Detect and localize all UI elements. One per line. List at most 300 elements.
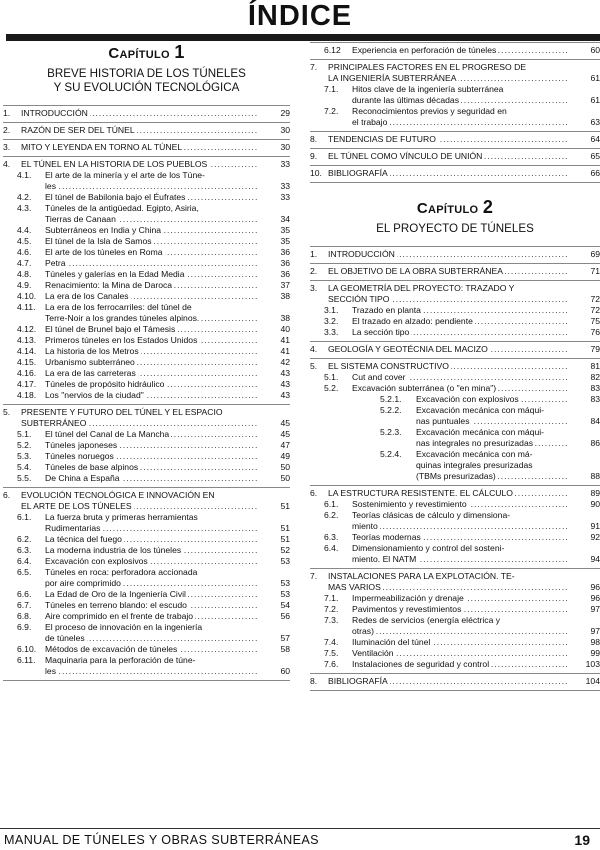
toc-entry: [3, 390, 290, 401]
toc-entry-title: De China a España .....: [45, 473, 258, 484]
toc-entry-number: 5.2.2.: [380, 405, 402, 415]
toc-entry-number: 7.: [310, 62, 318, 72]
toc-entry: [310, 460, 600, 471]
toc-entry-title: PRESENTE Y FUTURO DEL TÚNEL Y EL ESPACIO: [21, 407, 223, 417]
toc-entry-number: 5.2.4.: [380, 449, 402, 459]
toc-entry-title: EL ARTE DE LOS TÚNELES .....: [21, 501, 258, 512]
toc-entry-page: 61: [590, 73, 600, 83]
toc-entry-title: Túneles de la antigüedad. Egipto, Asiria,: [45, 203, 199, 213]
toc-entry-title: Redes de servicios (energía eléctrica y: [352, 615, 501, 625]
chapter-1-title: [3, 42, 290, 63]
toc-entry-title: les .....: [45, 666, 258, 677]
toc-entry: [310, 266, 600, 277]
book-title: MANUAL DE TÚNELES Y OBRAS SUBTERRÁNEAS: [4, 833, 319, 847]
toc-entry-title: EL OBJETIVO DE LA OBRA SUBTERRÁNEA .....: [328, 266, 568, 277]
toc-entry-page: 69: [590, 249, 600, 259]
toc-entry-title: EL TÚNEL COMO VÍNCULO DE UNIÓN .....: [328, 151, 568, 162]
toc-entry-number: 3.: [3, 142, 11, 152]
toc-entry-page: 33: [280, 181, 290, 191]
toc-entry-page: 71: [590, 266, 600, 276]
toc-entry-number: 4.12.: [17, 324, 37, 334]
toc-entry-number: 8.: [310, 676, 318, 686]
toc-section: [3, 123, 290, 140]
toc-entry: [310, 151, 600, 162]
toc-entry: [310, 604, 600, 615]
toc-entry-number: 5.4.: [17, 462, 32, 472]
toc-section: [3, 105, 290, 123]
toc-entry-number: 10.: [310, 168, 322, 178]
toc-entry-page: 76: [590, 327, 600, 337]
toc-entry-number: 1.: [3, 108, 11, 118]
toc-entry-page: 41: [280, 335, 290, 345]
toc-entry: [310, 168, 600, 179]
toc-entry: [3, 462, 290, 473]
toc-entry-title: La técnica del fuego .....: [45, 534, 258, 545]
toc-entry: [3, 655, 290, 666]
toc-entry-page: 91: [590, 521, 600, 531]
toc-entry: [3, 346, 290, 357]
toc-entry-title: Túneles noruegos .....: [45, 451, 258, 462]
toc-entry-page: 35: [280, 225, 290, 235]
toc-entry-title: MITO Y LEYENDA EN TORNO AL TÚNEL .....: [21, 142, 258, 153]
toc-entry: [310, 532, 600, 543]
toc-entry-title: El proceso de innovación en la ingeniería: [45, 622, 203, 632]
toc-entry-number: 7.6.: [324, 659, 339, 669]
toc-entry-number: 7.: [310, 571, 318, 581]
toc-section: [310, 486, 600, 569]
toc-entry-number: 3.3.: [324, 327, 339, 337]
toc-entry: [3, 407, 290, 418]
toc-entry: [310, 488, 600, 499]
toc-entry: [310, 593, 600, 604]
toc-entry-page: 66: [590, 168, 600, 178]
toc-entry: [3, 644, 290, 655]
toc-entry-title: Excavación mecánica con máqui-: [416, 427, 545, 437]
toc-entry-title: EVOLUCIÓN TECNOLÓGICA E INNOVACIÓN EN: [21, 490, 215, 500]
toc-entry-page: 56: [280, 611, 290, 621]
toc-entry-title: Instalaciones de seguridad y control .....: [352, 659, 568, 670]
toc-entry-page: 49: [280, 451, 290, 461]
toc-entry-number: 4.16.: [17, 368, 37, 378]
toc-entry-page: 45: [280, 429, 290, 439]
toc-entry-title: Iluminación del túnel .....: [352, 637, 568, 648]
page-title: ÍNDICE: [247, 0, 353, 32]
toc-entry: [310, 416, 600, 427]
toc-entry: [3, 368, 290, 379]
toc-entry-title: Pavimentos y revestimientos .....: [352, 604, 568, 615]
chapter-label: Capítulo: [108, 45, 170, 62]
toc-entry: [310, 294, 600, 305]
toc-entry-title: EL TÚNEL EN LA HISTORIA DE LOS PUEBLOS .....: [21, 159, 258, 170]
toc-entry-title: Excavación subterránea (o "en mina") .....: [352, 383, 568, 394]
toc-entry-number: 6.11.: [17, 655, 36, 665]
toc-entry-title: Excavación con explosivos .....: [416, 394, 568, 405]
toc-entry: [3, 170, 290, 181]
toc-entry-title: Trazado en planta .....: [352, 305, 568, 316]
toc-entry-number: 7.1.: [324, 84, 339, 94]
toc-entry: [3, 125, 290, 136]
toc-entry-title: nas puntuales .....: [416, 416, 568, 427]
toc-entry-page: 34: [280, 214, 290, 224]
toc-entry-number: 3.: [310, 283, 318, 293]
toc-entry: [310, 554, 600, 565]
toc-entry: [3, 335, 290, 346]
toc-entry: [3, 589, 290, 600]
toc-entry-page: 72: [590, 294, 600, 304]
toc-entry-number: 5.2.3.: [380, 427, 402, 437]
toc-entry-title: EL SISTEMA CONSTRUCTIVO .....: [328, 361, 568, 372]
toc-entry-page: 88: [590, 471, 600, 481]
toc-entry-title: el trabajo .....: [352, 117, 568, 128]
toc-section: [310, 149, 600, 166]
toc-entry-title: El túnel de la Isla de Samos .....: [45, 236, 258, 247]
toc-entry-number: 4.6.: [17, 247, 32, 257]
toc-entry-title: INTRODUCCIÓN .....: [328, 249, 568, 260]
toc-entry: [310, 499, 600, 510]
chapter-subtitle-line: Y SU EVOLUCIÓN TECNOLÓGICA: [53, 81, 240, 94]
toc-entry-title: LA INGENIERÍA SUBTERRÁNEA .....: [328, 73, 568, 84]
chapter-subtitle-line: EL PROYECTO DE TÚNELES: [376, 222, 534, 235]
toc-entry: [3, 302, 290, 313]
toc-entry-page: 47: [280, 440, 290, 450]
toc-entry: [3, 324, 290, 335]
toc-entry-page: 36: [280, 258, 290, 268]
toc-entry: [310, 637, 600, 648]
toc-entry-title: La sección tipo .....: [352, 327, 568, 338]
toc-entry-title: Túneles en roca: perforadora accionada: [45, 567, 198, 577]
toc-entry-number: 6.9.: [17, 622, 32, 632]
toc-entry-number: 4.10.: [17, 291, 37, 301]
toc-entry: [310, 676, 600, 687]
toc-entry-number: 4.3.: [17, 203, 32, 213]
toc-entry-title: El túnel del Canal de La Mancha .....: [45, 429, 258, 440]
toc-entry-page: 53: [280, 589, 290, 599]
toc-entry-page: 30: [280, 142, 290, 152]
toc-entry-number: 5.: [3, 407, 11, 417]
toc-entry-page: 43: [280, 390, 290, 400]
toc-entry: [3, 236, 290, 247]
toc-entry-page: 43: [280, 379, 290, 389]
toc-entry-number: 4.4.: [17, 225, 32, 235]
toc-entry-number: 5.2.1.: [380, 394, 402, 404]
toc-entry-page: 89: [590, 488, 600, 498]
page-footer: [0, 828, 600, 850]
toc-section: [310, 166, 600, 183]
toc-entry-title: (TBMs presurizadas) .....: [416, 471, 568, 482]
toc-entry-title: nas integrales no presurizadas .....: [416, 438, 568, 449]
toc-entry: [310, 106, 600, 117]
toc-entry-number: 6.4.: [324, 543, 339, 553]
toc-entry-title: por aire comprimido .....: [45, 578, 258, 589]
toc-entry: [3, 545, 290, 556]
toc-entry-title: Rudimentarias .....: [45, 523, 258, 534]
toc-entry: [3, 501, 290, 512]
toc-entry-page: 60: [590, 45, 600, 55]
toc-entry: [310, 383, 600, 394]
toc-entry-page: 42: [280, 357, 290, 367]
chapter-1-toc: [3, 105, 290, 681]
toc-entry-page: 37: [280, 280, 290, 290]
toc-entry: [310, 95, 600, 106]
toc-entry: [310, 571, 600, 582]
toc-entry-page: 99: [590, 648, 600, 658]
toc-entry-number: 6.10.: [17, 644, 37, 654]
toc-entry: [3, 490, 290, 501]
toc-entry-number: 3.2.: [324, 316, 339, 326]
toc-entry-number: 5.1.: [17, 429, 32, 439]
toc-entry-title: Túneles de base alpinos .....: [45, 462, 258, 473]
toc-entry-title: Terre-Noir a los grandes túneles alpinos. .....: [45, 313, 258, 324]
toc-entry-title: Experiencia en perforación de túneles .....: [352, 45, 568, 56]
toc-entry: [3, 247, 290, 258]
toc-entry-title: Tierras de Canaan .....: [45, 214, 258, 225]
toc-section: [310, 264, 600, 281]
toc-entry: [3, 313, 290, 324]
toc-entry-number: 5.: [310, 361, 318, 371]
toc-entry: [310, 372, 600, 383]
toc-entry: [310, 582, 600, 593]
toc-entry-page: 45: [280, 418, 290, 428]
toc-entry: [310, 659, 600, 670]
right-column: [310, 42, 600, 691]
toc-entry-title: Túneles en terreno blando: el escudo .....: [45, 600, 258, 611]
chapter-2-heading: [310, 197, 600, 236]
toc-entry-number: 4.: [3, 159, 11, 169]
toc-entry: [3, 203, 290, 214]
toc-entry-title: Teorías modernas .....: [352, 532, 568, 543]
toc-entry: [3, 429, 290, 440]
toc-entry-page: 65: [590, 151, 600, 161]
toc-entry-number: 7.5.: [324, 648, 339, 658]
toc-entry-title: Subterráneos en India y China .....: [45, 225, 258, 236]
left-column: [3, 42, 290, 681]
toc-entry-number: 6.3.: [17, 545, 32, 555]
title-rule: [6, 34, 600, 41]
toc-entry-title: Excavación con explosivos .....: [45, 556, 258, 567]
toc-entry-page: 41: [280, 346, 290, 356]
toc-entry-title: BIBLIOGRAFÍA .....: [328, 676, 568, 687]
toc-entry-page: 40: [280, 324, 290, 334]
toc-entry-page: 38: [280, 313, 290, 323]
toc-entry-title: Métodos de excavación de túneles .....: [45, 644, 258, 655]
toc-entry-title: BIBLIOGRAFÍA .....: [328, 168, 568, 179]
toc-entry: [3, 666, 290, 677]
toc-entry: [3, 159, 290, 170]
toc-entry-page: 103: [585, 659, 600, 669]
toc-entry-title: SUBTERRÁNEO .....: [21, 418, 258, 429]
toc-entry-title: quinas integrales presurizadas: [416, 460, 533, 470]
toc-entry: [3, 280, 290, 291]
toc-entry: [3, 181, 290, 192]
toc-entry-number: 6.1.: [17, 512, 32, 522]
toc-entry-title: les .....: [45, 181, 258, 192]
toc-entry-page: 43: [280, 368, 290, 378]
toc-entry: [310, 361, 600, 372]
toc-entry-number: 7.2.: [324, 106, 339, 116]
toc-entry: [310, 449, 600, 460]
toc-entry-page: 29: [280, 108, 290, 118]
toc-entry: [3, 214, 290, 225]
toc-entry: [3, 473, 290, 484]
toc-entry-page: 97: [590, 604, 600, 614]
toc-entry-page: 92: [590, 532, 600, 542]
toc-entry-page: 79: [590, 344, 600, 354]
chapter-subtitle-line: BREVE HISTORIA DE LOS TÚNELES: [47, 67, 246, 80]
toc-entry-page: 50: [280, 462, 290, 472]
toc-entry-page: 83: [590, 383, 600, 393]
toc-entry: [3, 379, 290, 390]
toc-entry-number: 7.3.: [324, 615, 339, 625]
toc-entry: [3, 451, 290, 462]
toc-entry-number: 6.6.: [17, 589, 32, 599]
toc-entry-title: INSTALACIONES PARA LA EXPLOTACIÓN. TE-: [328, 571, 515, 581]
toc-entry-number: 1.: [310, 249, 318, 259]
chapter-2-toc: [310, 246, 600, 691]
toc-section: [310, 60, 600, 132]
toc-entry-page: 30: [280, 125, 290, 135]
toc-entry-title: PRINCIPALES FACTORES EN EL PROGRESO DE: [328, 62, 527, 72]
toc-entry-page: 58: [280, 644, 290, 654]
toc-section: [310, 132, 600, 149]
chapter-label: Capítulo: [416, 200, 479, 217]
toc-entry-title: El túnel de Babilonia bajo el Éufrates .....: [45, 192, 258, 203]
toc-entry-number: 6.8.: [17, 611, 32, 621]
toc-section: [310, 674, 600, 691]
toc-entry-title: Hitos clave de la ingeniería subterránea: [352, 84, 504, 94]
toc-entry: [310, 344, 600, 355]
chapter-2-subtitle: [310, 222, 600, 236]
toc-entry-number: 4.18.: [17, 390, 37, 400]
toc-entry-number: 4.13.: [17, 335, 37, 345]
toc-entry-title: El trazado en alzado: pendiente .....: [352, 316, 568, 327]
toc-entry: [310, 471, 600, 482]
toc-entry-number: 5.5.: [17, 473, 32, 483]
toc-entry-title: Aire comprimido en el frente de trabajo .....: [45, 611, 258, 622]
toc-entry-title: Ventilación .....: [352, 648, 568, 659]
toc-entry-page: 36: [280, 247, 290, 257]
toc-entry-title: Túneles y galerías en la Edad Media .....: [45, 269, 258, 280]
toc-entry-page: 54: [280, 600, 290, 610]
toc-entry-title: La era de los Canales .....: [45, 291, 258, 302]
toc-entry-page: 96: [590, 593, 600, 603]
toc-entry-title: SECCIÓN TIPO .....: [328, 294, 568, 305]
toc-entry-page: 63: [590, 117, 600, 127]
toc-section: [310, 281, 600, 342]
toc-entry-title: La historia de los Metros .....: [45, 346, 258, 357]
toc-entry: [310, 117, 600, 128]
toc-section: [310, 359, 600, 486]
toc-entry-number: 7.2.: [324, 604, 339, 614]
toc-entry-title: miento. El NATM .....: [352, 554, 568, 565]
toc-entry-title: La moderna industria de los túneles .....: [45, 545, 258, 556]
toc-entry-number: 4.14.: [17, 346, 37, 356]
toc-entry: [3, 192, 290, 203]
toc-entry-page: 33: [280, 159, 290, 169]
toc-entry-number: 4.11.: [17, 302, 36, 312]
toc-entry: [310, 327, 600, 338]
toc-entry: [3, 622, 290, 633]
toc-entry-page: 36: [280, 269, 290, 279]
toc-entry-number: 5.2.: [17, 440, 32, 450]
toc-entry: [3, 258, 290, 269]
toc-entry: [310, 134, 600, 145]
toc-entry-page: 51: [280, 523, 290, 533]
toc-entry-title: Túneles japoneses .....: [45, 440, 258, 451]
toc-entry-page: 94: [590, 554, 600, 564]
toc-entry-page: 83: [590, 394, 600, 404]
toc-entry-title: Teorías clásicas de cálculo y dimensiona-: [352, 510, 511, 520]
toc-entry-page: 53: [280, 578, 290, 588]
toc-entry: [3, 418, 290, 429]
toc-entry: [310, 427, 600, 438]
chapter-2-title: [310, 197, 600, 218]
toc-entry-title: Impermeabilización y drenaje .....: [352, 593, 568, 604]
toc-entry-title: Sostenimiento y revestimiento .....: [352, 499, 568, 510]
toc-entry-title: Túneles de propósito hidráulico .....: [45, 379, 258, 390]
chapter-number: 1: [174, 42, 185, 62]
toc-section: [3, 405, 290, 488]
toc-entry-page: 81: [590, 361, 600, 371]
toc-entry-title: Renacimiento: la Mina de Daroca .....: [45, 280, 258, 291]
toc-entry-number: 4.9.: [17, 280, 32, 290]
toc-entry: [310, 521, 600, 532]
toc-entry-number: 2.: [3, 125, 11, 135]
toc-section: [310, 246, 600, 264]
toc-entry: [310, 626, 600, 637]
toc-entry-title: TENDENCIAS DE FUTURO .....: [328, 134, 568, 145]
toc-entry-number: 6.: [3, 490, 11, 500]
toc-entry-number: 7.4.: [324, 637, 339, 647]
toc-entry-number: 4.15.: [17, 357, 37, 367]
toc-entry-page: 97: [590, 626, 600, 636]
toc-entry-page: 84: [590, 416, 600, 426]
toc-entry-page: 75: [590, 316, 600, 326]
toc-entry-page: 61: [590, 95, 600, 105]
toc-entry-number: 6.: [310, 488, 318, 498]
toc-entry-number: 2.: [310, 266, 318, 276]
toc-entry-page: 64: [590, 134, 600, 144]
toc-entry: [310, 305, 600, 316]
toc-entry-page: 52: [280, 545, 290, 555]
toc-entry-number: 6.3.: [324, 532, 339, 542]
toc-entry-number: 6.12: [324, 45, 341, 55]
toc-entry-title: RAZÓN DE SER DEL TÚNEL .....: [21, 125, 258, 136]
toc-entry-title: Cut and cover .....: [352, 372, 568, 383]
toc-entry-page: 82: [590, 372, 600, 382]
toc-entry-page: 96: [590, 582, 600, 592]
toc-entry-title: miento .....: [352, 521, 568, 532]
toc-entry: [310, 249, 600, 260]
toc-entry-title: durante las últimas décadas .....: [352, 95, 568, 106]
toc-entry-number: 5.2.: [324, 383, 339, 393]
toc-entry-page: 57: [280, 633, 290, 643]
toc-entry: [310, 615, 600, 626]
toc-entry: [310, 45, 600, 56]
toc-entry-page: 51: [280, 501, 290, 511]
toc-entry-number: 6.4.: [17, 556, 32, 566]
toc-entry: [3, 512, 290, 523]
toc-entry: [310, 283, 600, 294]
toc-entry-page: 90: [590, 499, 600, 509]
toc-entry-title: otras) .....: [352, 626, 568, 637]
toc-entry: [3, 567, 290, 578]
toc-entry-number: 5.1.: [324, 372, 339, 382]
toc-entry: [3, 600, 290, 611]
toc-entry: [3, 108, 290, 119]
toc-entry-title: Dimensionamiento y control del sosteni-: [352, 543, 505, 553]
toc-entry: [310, 510, 600, 521]
toc-entry-title: LA ESTRUCTURA RESISTENTE. EL CÁLCULO .....: [328, 488, 568, 499]
